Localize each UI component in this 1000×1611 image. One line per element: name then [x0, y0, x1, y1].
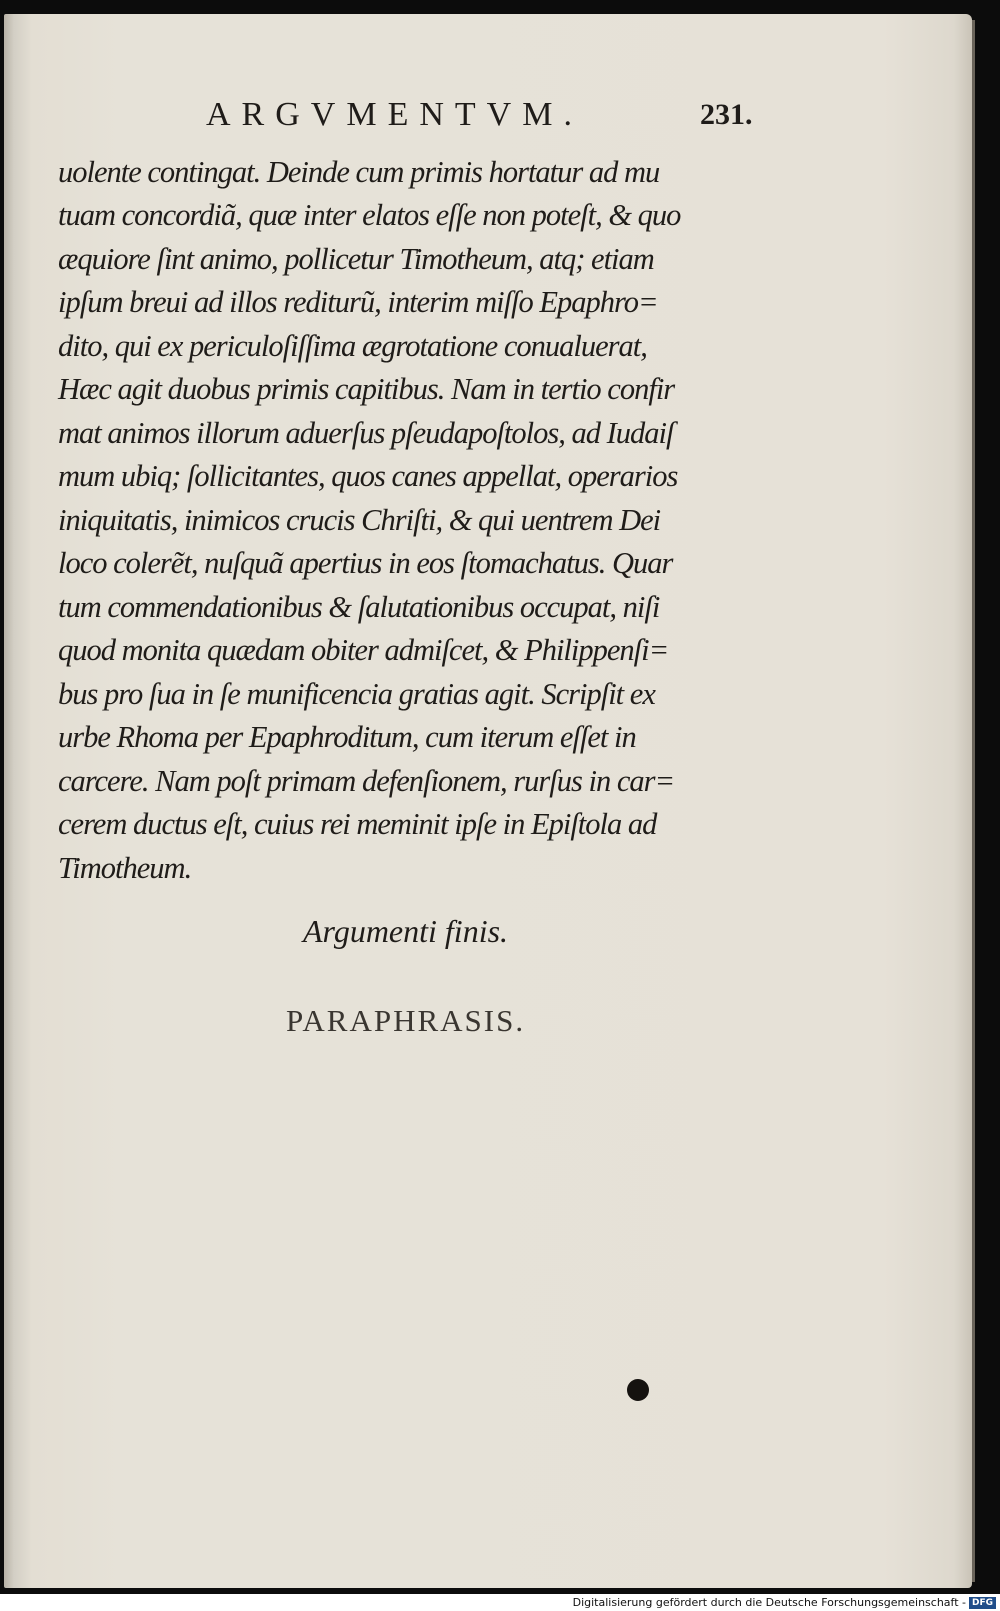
running-head: ARGVMENTVM. [206, 96, 583, 133]
body-line: urbe Rhoma per Epaphroditum, cum iterum eſſet in [58, 720, 636, 754]
body-line: dito, qui ex periculoſiſſima ægrotatione conualuerat, [58, 329, 647, 363]
section-heading: PARAPHRASIS. [286, 1003, 526, 1038]
body-line: loco colerẽt, nuſquã apertius in eos ſtomachatus. Quar [58, 546, 673, 580]
body-line: mat animos illorum aduerſus pſeudapoſtolos, ad Iudaiſ [58, 416, 674, 450]
body-line: Timotheum. [58, 851, 192, 885]
body-line: cerem ductus eſt, cuius rei meminit ipſe in Epiſtola ad [58, 807, 657, 841]
body-line: quod monita quædam obiter admiſcet, & Philippenſi= [58, 633, 669, 667]
body-line: mum ubiq; ſollicitantes, quos canes appellat, operarios [58, 459, 678, 493]
footer-credit: Digitalisierung gefördert durch die Deutsche Forschungsgemeinschaft - [572, 1596, 966, 1609]
closing-line: Argumenti finis. [303, 913, 509, 949]
body-line: Hæc agit duobus primis capitibus. Nam in tertio confir [58, 372, 675, 406]
dfg-logo: DFG [969, 1597, 996, 1609]
body-line: tuam concordiã, quæ inter elatos eſſe non poteſt, & quo [58, 198, 681, 232]
body-line: ipſum breui ad illos rediturũ, interim miſſo Epaphro= [58, 285, 658, 319]
body-line: tum commendationibus & ſalutationibus occupat, niſi [58, 590, 660, 624]
body-line: carcere. Nam poſt primam defenſionem, rurſus in car= [58, 764, 675, 798]
body-line: æquiore ſint animo, pollicetur Timotheum, atq; etiam [58, 242, 654, 276]
ink-mark [627, 1379, 649, 1401]
body-line: iniquitatis, inimicos crucis Chriſti, & qui uentrem Dei [58, 503, 661, 537]
body-line: bus pro ſua in ſe munificencia gratias agit. Scripſit ex [58, 677, 655, 711]
page-edge [972, 20, 975, 1582]
body-line: uolente contingat. Deinde cum primis hortatur ad mu [58, 155, 660, 189]
folio-number: 231. [700, 98, 753, 131]
